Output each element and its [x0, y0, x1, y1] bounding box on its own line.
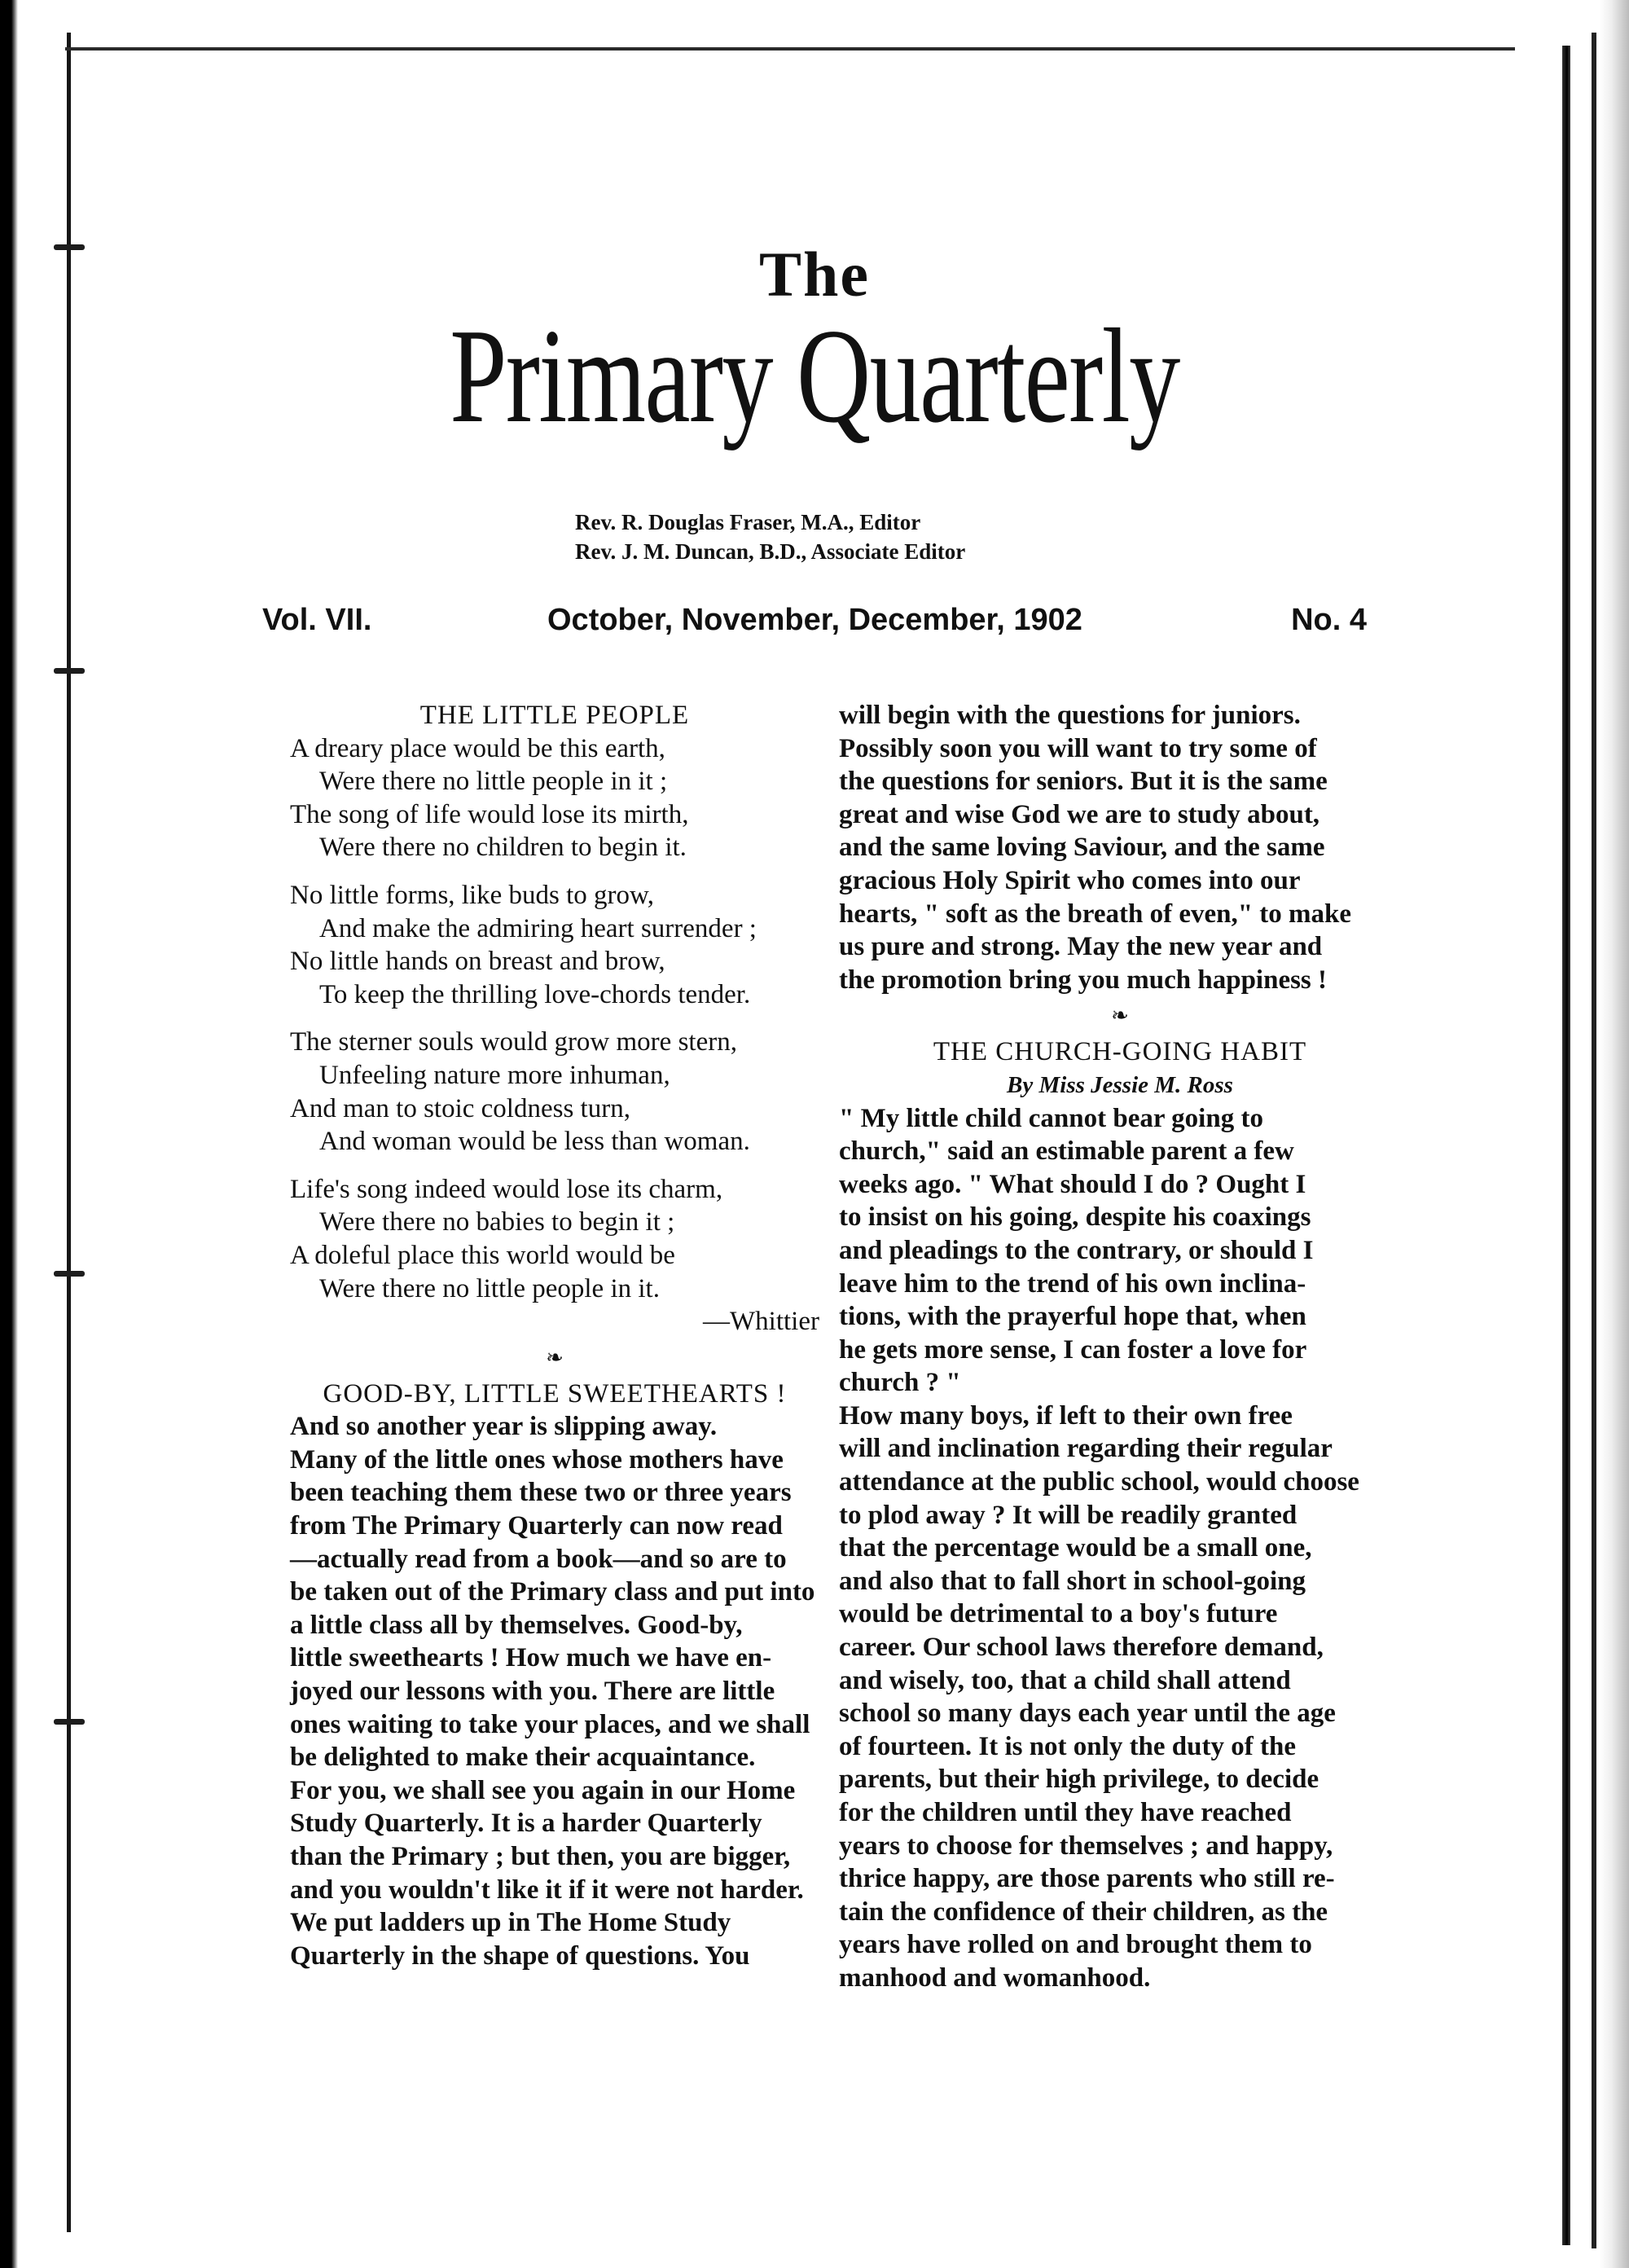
- text-line: tions, with the prayerful hope that, when: [839, 1302, 1306, 1332]
- text-line: church," said an estimable parent a few: [839, 1136, 1294, 1167]
- text-line: and also that to fall short in school-going: [839, 1566, 1306, 1596]
- masthead-the: The: [758, 239, 871, 310]
- page-right-edge: [1562, 46, 1570, 2245]
- page-right-edge-outer: [1592, 33, 1596, 2248]
- text-line: been teaching them these two or three years: [290, 1478, 792, 1508]
- text-line: will begin with the questions for juniors.: [839, 701, 1301, 730]
- poem-line: And man to stoic coldness turn,: [290, 1093, 630, 1123]
- text-line: ones waiting to take your places, and we shall: [290, 1709, 810, 1739]
- text-line: be taken out of the Primary class and put into: [290, 1577, 815, 1607]
- goodby-body: [290, 1410, 819, 1972]
- text-line: the questions for seniors. But it is the same: [839, 767, 1328, 797]
- text-line: great and wise God we are to study about,: [839, 799, 1320, 829]
- editors-block: [575, 508, 965, 566]
- text-line: attendance at the public school, would choose: [839, 1467, 1359, 1497]
- text-line: For you, we shall see you again in our Home: [290, 1775, 796, 1805]
- poem-line: No little forms, like buds to grow,: [290, 880, 654, 910]
- poem-line: Life's song indeed would lose its charm,: [290, 1174, 723, 1204]
- text-line: and the same loving Saviour, and the same: [839, 833, 1325, 863]
- ornament-icon: ❧: [546, 1345, 564, 1369]
- church-title: THE CHURCH-GOING HABIT: [933, 1037, 1307, 1067]
- binding-stitch: [54, 1271, 85, 1277]
- text-line: Quarterly in the shape of questions. You: [290, 1941, 750, 1971]
- poem-line: Were there no babies to begin it ;: [319, 1207, 675, 1237]
- binding-stitch: [54, 668, 85, 674]
- poem-title: THE LITTLE PEOPLE: [419, 701, 690, 730]
- volume-label: Vol. VII.: [262, 603, 372, 637]
- church-body: [839, 1102, 1401, 1995]
- goodby-title: GOOD-BY, LITTLE SWEETHEARTS !: [323, 1378, 787, 1409]
- masthead-title: Primary Quarterly: [450, 301, 1179, 451]
- associate-editor-line: Rev. J. M. Duncan, B.D., Associate Editor: [575, 539, 966, 564]
- text-line: parents, but their high privilege, to decide: [839, 1765, 1319, 1795]
- goodby-continuation: [839, 699, 1401, 996]
- poem-line: A doleful place this world would be: [290, 1240, 675, 1270]
- scan-left-edge: [0, 0, 18, 2268]
- poem-attribution: —Whittier: [703, 1307, 819, 1337]
- text-line: from The Primary Quarterly can now read: [290, 1511, 783, 1541]
- text-line: for the children until they have reached: [839, 1798, 1292, 1827]
- page-top-edge: [65, 47, 1515, 51]
- text-line: be delighted to make their acquaintance.: [290, 1743, 756, 1773]
- text-line: church ? ": [839, 1368, 961, 1398]
- text-line: will and inclination regarding their regular: [839, 1434, 1333, 1464]
- poem-line: And make the admiring heart surrender ;: [319, 913, 757, 943]
- ornament-icon: ❧: [1111, 1004, 1129, 1028]
- text-line: " My little child cannot bear going to: [839, 1103, 1263, 1133]
- text-line: —actually read from a book—and so are to: [290, 1544, 787, 1574]
- text-line: he gets more sense, I can foster a love for: [839, 1334, 1307, 1365]
- text-line: How many boys, if left to their own free: [839, 1400, 1293, 1431]
- poem-line: Unfeeling nature more inhuman,: [319, 1060, 670, 1090]
- text-line: Many of the little ones whose mothers have: [290, 1444, 784, 1475]
- poem-line: Were there no little people in it.: [319, 1273, 660, 1303]
- text-line: would be detrimental to a boy's future: [839, 1599, 1278, 1629]
- text-line: that the percentage would be a small one,: [839, 1533, 1312, 1563]
- poem-line: To keep the thrilling love-chords tender.: [319, 979, 751, 1009]
- text-line: manhood and womanhood.: [839, 1963, 1151, 1993]
- poem-line: No little hands on breast and brow,: [290, 947, 665, 977]
- poem-line: The sterner souls would grow more stern,: [290, 1027, 737, 1057]
- right-column: [839, 699, 1401, 1995]
- text-line: weeks ago. " What should I do ? Ought I: [839, 1169, 1306, 1199]
- poem-line: The song of life would lose its mirth,: [290, 799, 689, 829]
- text-line: school so many days each year until the age: [839, 1699, 1336, 1729]
- editor-line: Rev. R. Douglas Fraser, M.A., Editor: [575, 510, 921, 534]
- poem-line: Were there no children to begin it.: [319, 833, 687, 863]
- text-line: joyed our lessons with you. There are little: [290, 1677, 775, 1707]
- poem-line: Were there no little people in it ;: [319, 767, 668, 797]
- text-line: Possibly soon you will want to try some of: [839, 733, 1317, 763]
- binding-stitch: [54, 1719, 85, 1725]
- issue-date: October, November, December, 1902: [547, 603, 1082, 637]
- text-line: Study Quarterly. It is a harder Quarterly: [290, 1809, 762, 1839]
- text-line: and you wouldn't like it if it were not harder.: [290, 1875, 804, 1905]
- text-line: years have rolled on and brought them to: [839, 1930, 1312, 1960]
- text-line: us pure and strong. May the new year and: [839, 932, 1323, 962]
- binding-spine: [67, 33, 71, 2232]
- text-line: leave him to the trend of his own inclina-: [839, 1268, 1306, 1299]
- text-line: career. Our school laws therefore demand,: [839, 1633, 1324, 1663]
- text-line: tain the confidence of their children, as the: [839, 1897, 1328, 1927]
- text-line: And so another year is slipping away.: [290, 1412, 718, 1442]
- text-line: of fourteen. It is not only the duty of the: [839, 1731, 1296, 1761]
- text-line: than the Primary ; but then, you are bigger,: [290, 1842, 791, 1871]
- text-line: little sweethearts ! How much we have en-: [290, 1643, 772, 1673]
- poem-line: A dreary place would be this earth,: [290, 733, 665, 763]
- text-line: thrice happy, are those parents who still re-: [839, 1864, 1335, 1894]
- text-line: hearts, " soft as the breath of even," to make: [839, 899, 1352, 929]
- text-line: gracious Holy Spirit who comes into our: [839, 865, 1301, 895]
- church-byline: By Miss Jessie M. Ross: [1007, 1071, 1233, 1098]
- text-line: and pleadings to the contrary, or should I: [839, 1235, 1314, 1265]
- scan-right-strip: [1600, 0, 1629, 2268]
- text-line: to plod away ? It will be readily granted: [839, 1500, 1297, 1530]
- text-line: a little class all by themselves. Good-by,: [290, 1610, 743, 1640]
- text-line: to insist on his going, despite his coaxings: [839, 1202, 1311, 1233]
- left-column: [290, 699, 819, 1972]
- issue-number: No. 4: [1291, 603, 1367, 637]
- text-line: the promotion bring you much happiness !: [839, 965, 1328, 995]
- poem-line: And woman would be less than woman.: [319, 1127, 750, 1157]
- text-line: We put ladders up in The Home Study: [290, 1908, 731, 1938]
- text-line: years to choose for themselves ; and happy,: [839, 1831, 1333, 1861]
- poem: [290, 732, 819, 1306]
- issue-line: [262, 603, 1367, 644]
- text-line: and wisely, too, that a child shall attend: [839, 1665, 1291, 1695]
